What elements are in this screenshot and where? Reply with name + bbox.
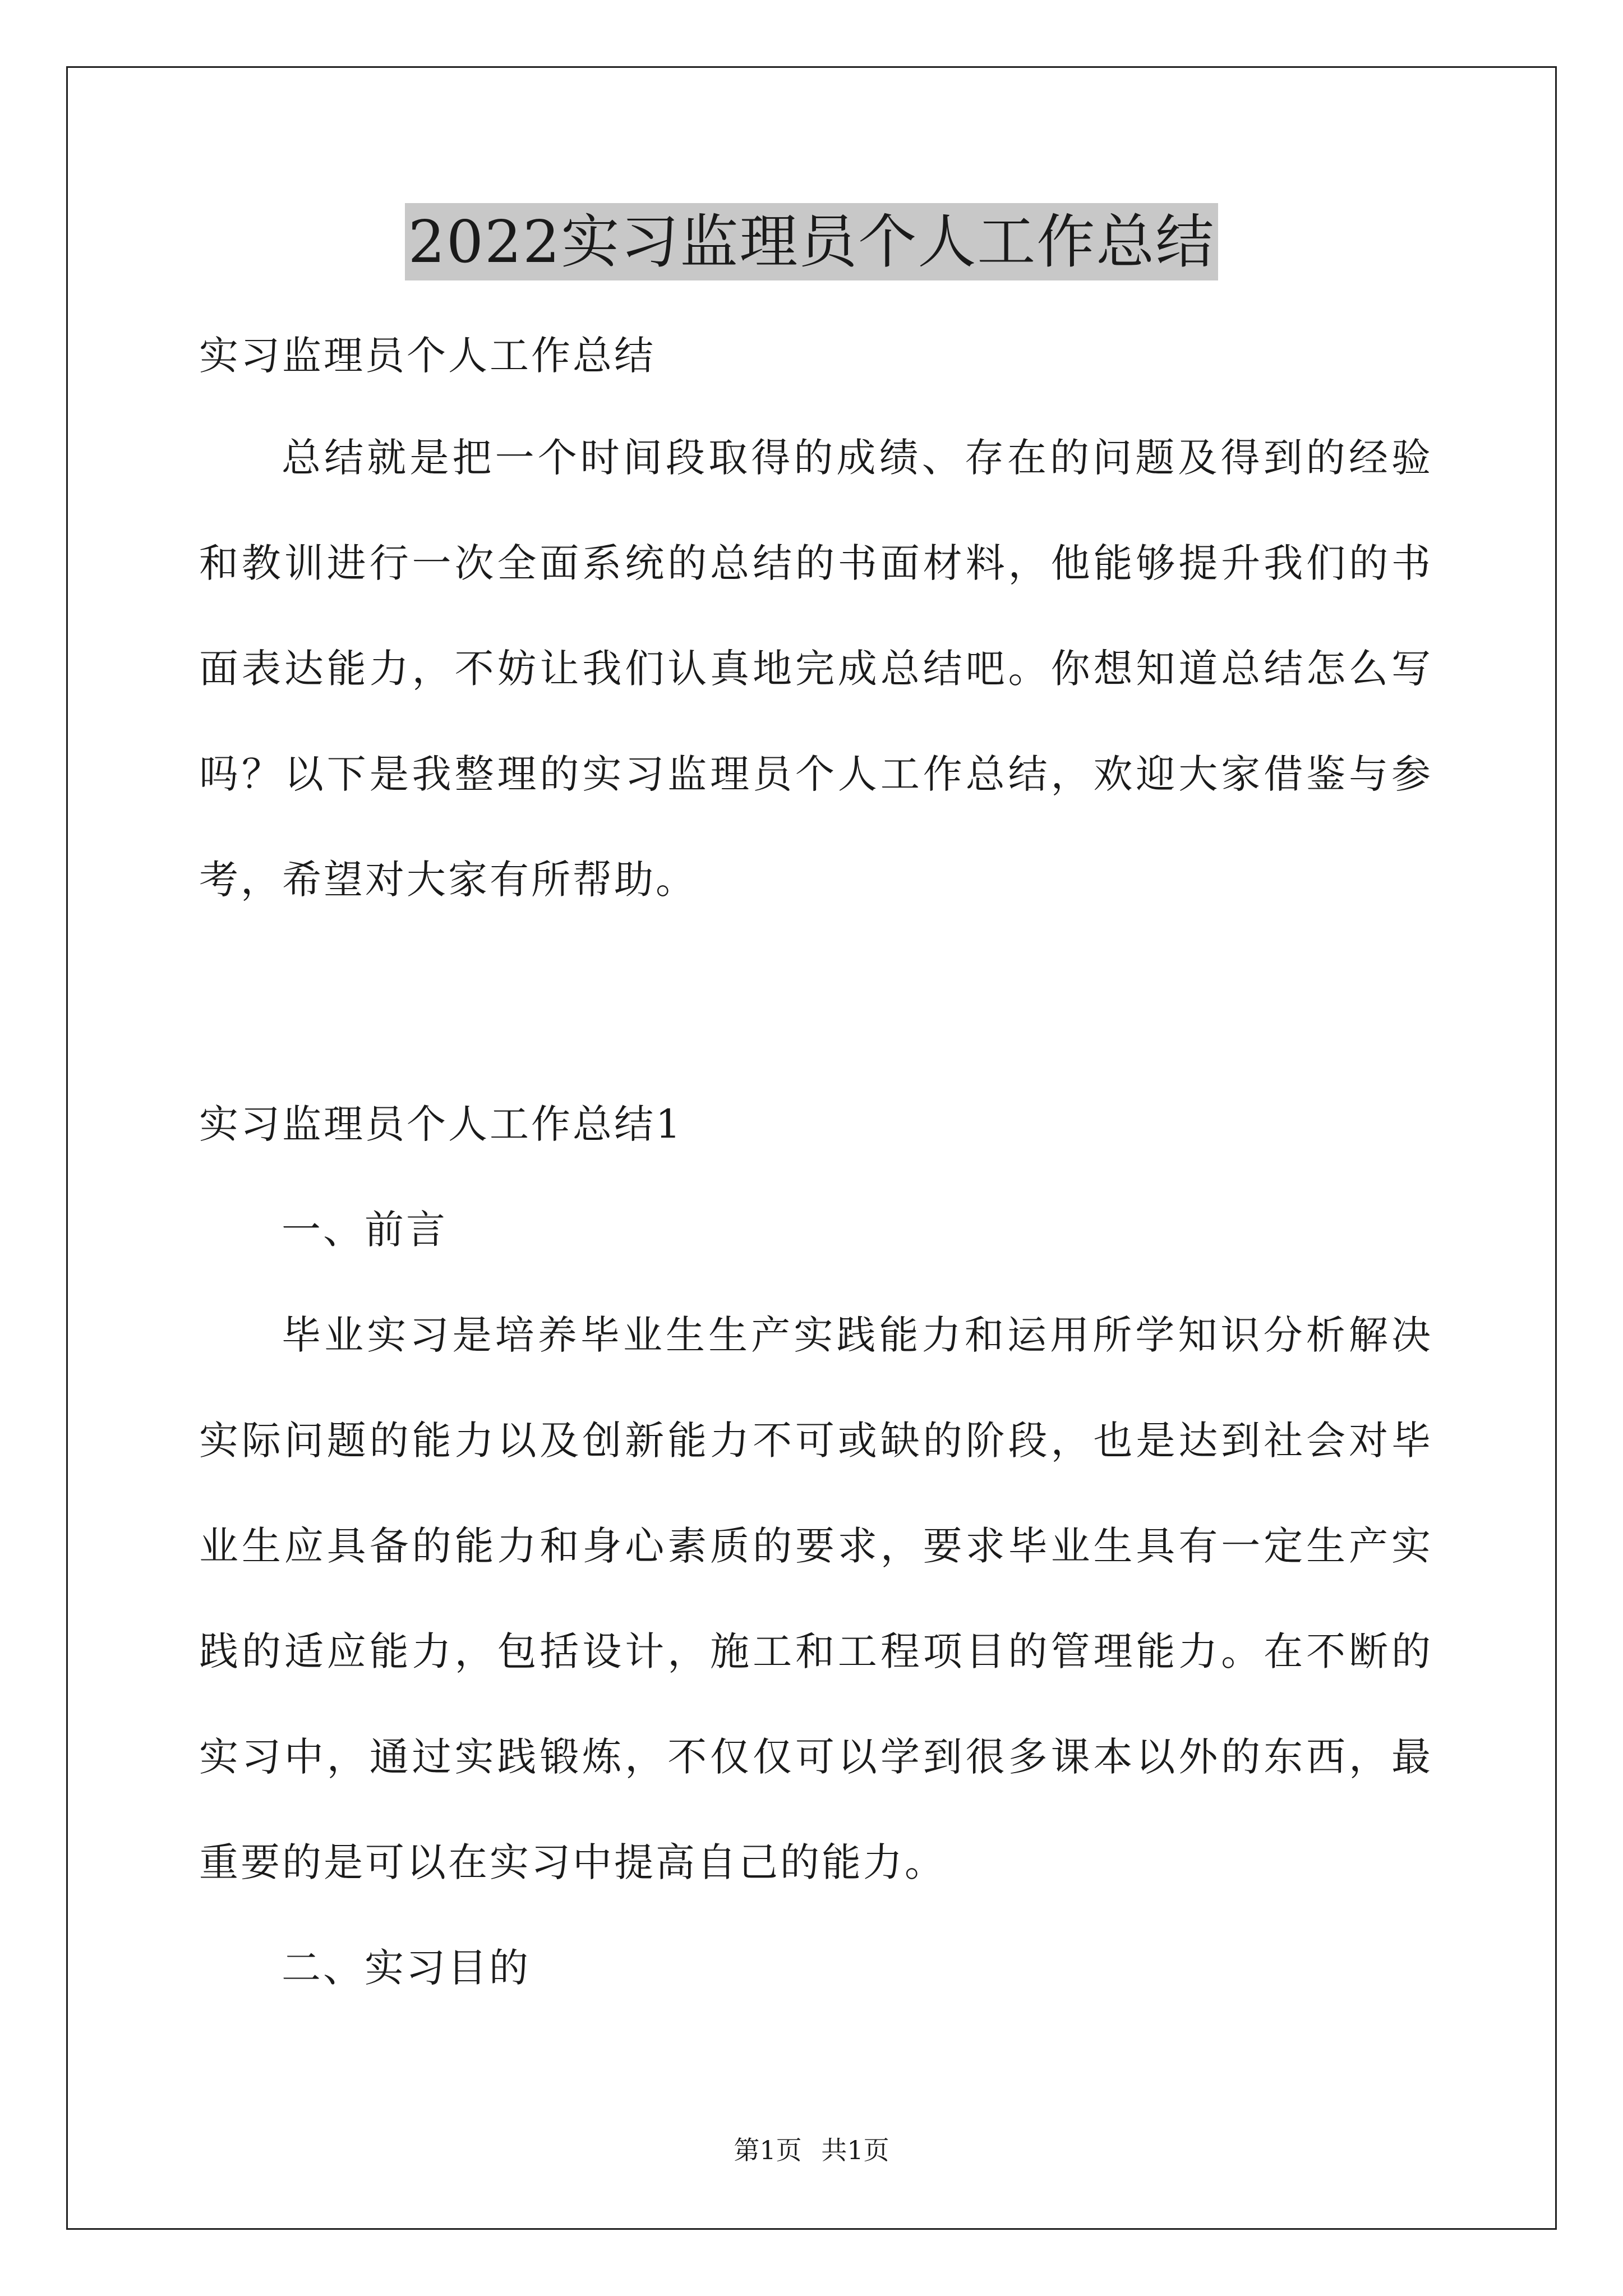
intro-block — [199, 405, 1433, 932]
section-1-heading: 实习监理员个人工作总结1 — [199, 1101, 683, 1147]
document-body — [199, 303, 1433, 408]
part-2-heading: 二、实习目的 — [282, 1945, 531, 1991]
document-title-text: 2022实习监理员个人工作总结 — [405, 203, 1219, 280]
part-1-body: 毕业实习是培养毕业生生产实践能力和运用所学知识分析解决实际问题的能力以及创新能力不可或缺的阶段，也是达到社会对毕业生应具备的能力和身心素质的要求，要求毕业生具有一定生产实践的适应能力，包括设计，施工和工程项目的管理能力。在不断的实习中，通过实践锻炼，不仅仅可以学到很多课本以外的东西，最重要的是可以在实习中提高自己的能力。 — [199, 1312, 1433, 1885]
document-title — [0, 203, 1623, 280]
subtitle: 实习监理员个人工作总结 — [199, 333, 656, 379]
page-number-total: 共1页 — [821, 2135, 889, 2165]
page-number-current: 第1页 — [734, 2135, 802, 2165]
page-footer — [0, 2133, 1623, 2167]
section-1-part-1 — [199, 1177, 1433, 2021]
intro-paragraph: 总结就是把一个时间段取得的成绩、存在的问题及得到的经验和教训进行一次全面系统的总结的书面材料，他能够提升我们的书面表达能力，不妨让我们认真地完成总结吧。你想知道总结怎么写吗？以下是我整理的实习监理员个人工作总结，欢迎大家借鉴与参考，希望对大家有所帮助。 — [199, 435, 1433, 903]
section-1 — [199, 1071, 1433, 1177]
part-1-heading: 一、前言 — [282, 1207, 448, 1253]
